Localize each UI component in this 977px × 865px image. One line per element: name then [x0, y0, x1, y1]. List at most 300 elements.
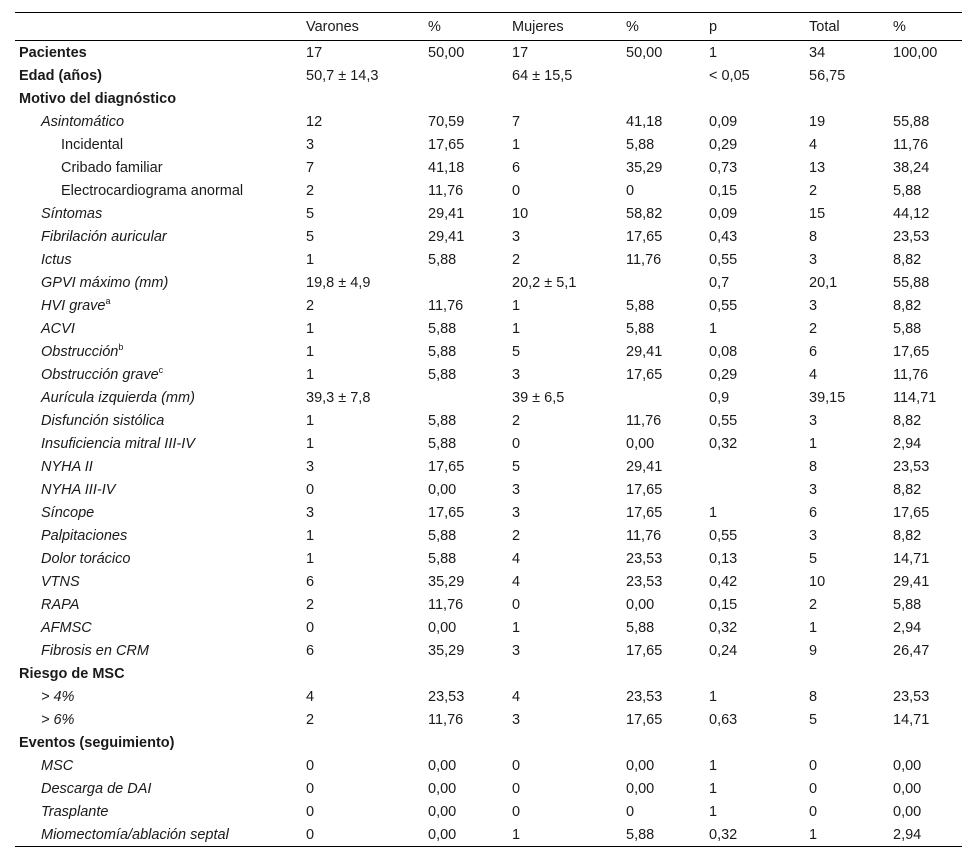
row-label-cell [15, 64, 306, 87]
cell-p-value: 0,7 [709, 274, 730, 291]
cell-varones [306, 731, 428, 754]
cell-mujeres-pct: 29,41 [626, 458, 663, 475]
cell-p-value: 1 [709, 780, 718, 797]
cell-mujeres-pct [626, 87, 709, 110]
cell-mujeres-pct: 17,65 [626, 366, 663, 383]
row-label: Electrocardiograma anormal [61, 182, 244, 199]
cell-total: 19 [809, 113, 826, 130]
cell-varones: 1 [306, 251, 315, 268]
cell-mujeres: 3 [512, 228, 521, 245]
cell-varones: 6 [306, 573, 315, 590]
cell-total-pct [893, 64, 962, 87]
row-label: VTNS [41, 573, 80, 590]
cell-varones: 1 [306, 343, 315, 360]
cell-p-value: 1 [709, 757, 718, 774]
cell-mujeres-pct: 29,41 [626, 343, 663, 360]
cell-mujeres: 2 [512, 527, 521, 544]
cell-varones-pct [428, 64, 512, 87]
row-label-cell [15, 455, 306, 478]
cell-mujeres: 0 [512, 803, 521, 820]
cell-mujeres [512, 662, 626, 685]
footnote-marker: a [105, 295, 111, 306]
cell-varones-pct [428, 87, 512, 110]
cell-mujeres: 20,2 ± 5,1 [512, 274, 577, 291]
table-row [15, 478, 962, 501]
cell-varones: 19,8 ± 4,9 [306, 274, 371, 291]
cell-varones-pct [428, 386, 512, 409]
table-row [15, 524, 962, 547]
cell-total: 56,75 [809, 67, 846, 84]
cell-total-pct: 8,82 [893, 527, 922, 544]
cell-total-pct: 2,94 [893, 619, 922, 636]
cell-varones: 2 [306, 711, 315, 728]
row-label: AFMSC [41, 619, 92, 636]
cell-mujeres-pct: 5,88 [626, 320, 655, 337]
cell-mujeres-pct: 0,00 [626, 780, 655, 797]
cell-total: 3 [809, 481, 818, 498]
cell-varones: 1 [306, 412, 315, 429]
row-label: Palpitaciones [41, 527, 128, 544]
cell-p-value [709, 87, 809, 110]
table-row [15, 685, 962, 708]
cell-varones: 0 [306, 780, 315, 797]
cell-mujeres: 3 [512, 504, 521, 521]
cell-mujeres: 39 ± 6,5 [512, 389, 565, 406]
cell-mujeres-pct: 50,00 [626, 44, 663, 61]
cell-total-pct: 38,24 [893, 159, 930, 176]
row-label: > 4% [41, 688, 75, 705]
cell-total: 8 [809, 228, 818, 245]
cell-p-value: < 0,05 [709, 67, 750, 84]
row-label-cell [15, 409, 306, 432]
cell-varones: 1 [306, 550, 315, 567]
cell-mujeres-pct: 5,88 [626, 619, 655, 636]
cell-varones-pct: 11,76 [428, 711, 464, 728]
table-row [15, 731, 962, 754]
cell-mujeres-pct: 41,18 [626, 113, 663, 130]
cell-mujeres: 1 [512, 619, 521, 636]
cell-p-value [709, 455, 809, 478]
cell-varones: 5 [306, 228, 315, 245]
cell-total: 2 [809, 320, 818, 337]
cell-p-value: 0,15 [709, 596, 738, 613]
footnote-marker: b [118, 341, 124, 352]
clinical-characteristics-table [15, 12, 962, 847]
row-label: Fibrosis en CRM [41, 642, 149, 659]
table-row [15, 340, 962, 363]
cell-p-value [709, 662, 809, 685]
cell-varones: 12 [306, 113, 323, 130]
row-label-cell [15, 340, 306, 363]
cell-p-value: 0,73 [709, 159, 738, 176]
cell-total-pct: 23,53 [893, 458, 930, 475]
table-row [15, 41, 962, 65]
cell-total: 1 [809, 435, 818, 452]
cell-varones: 7 [306, 159, 315, 176]
cell-mujeres-pct: 5,88 [626, 297, 655, 314]
cell-varones-pct: 50,00 [428, 44, 465, 61]
table-row [15, 271, 962, 294]
cell-varones-pct: 5,88 [428, 412, 457, 429]
cell-varones-pct: 11,76 [428, 297, 464, 314]
cell-total: 3 [809, 412, 818, 429]
row-label: Aurícula izquierda (mm) [41, 389, 195, 406]
cell-mujeres-pct [626, 64, 709, 87]
cell-mujeres [512, 87, 626, 110]
cell-mujeres: 4 [512, 688, 521, 705]
cell-total-pct: 114,71 [893, 389, 937, 406]
cell-varones-pct: 0,00 [428, 481, 457, 498]
cell-mujeres-pct [626, 386, 709, 409]
cell-varones-pct: 17,65 [428, 458, 465, 475]
cell-p-value: 0,55 [709, 527, 738, 544]
cell-varones-pct [428, 731, 512, 754]
cell-total: 8 [809, 458, 818, 475]
cell-varones: 1 [306, 366, 315, 383]
cell-mujeres-pct [626, 731, 709, 754]
header-cell-varones-pct: % [428, 18, 441, 35]
cell-total-pct [893, 87, 962, 110]
row-label-cell [15, 478, 306, 501]
cell-total: 2 [809, 596, 818, 613]
table-row [15, 754, 962, 777]
row-label-cell [15, 179, 306, 202]
cell-p-value: 0,43 [709, 228, 738, 245]
row-label-cell [15, 156, 306, 179]
cell-p-value: 1 [709, 688, 718, 705]
row-label: GPVI máximo (mm) [41, 274, 169, 291]
cell-p-value: 0,42 [709, 573, 738, 590]
cell-total-pct: 11,76 [893, 136, 929, 153]
cell-p-value: 0,15 [709, 182, 738, 199]
cell-total: 9 [809, 642, 818, 659]
header-cell-mujeres: Mujeres [512, 18, 564, 35]
cell-varones-pct: 17,65 [428, 136, 465, 153]
cell-total-pct: 55,88 [893, 113, 930, 130]
table-row [15, 800, 962, 823]
cell-varones-pct: 23,53 [428, 688, 465, 705]
row-label: Ictus [41, 251, 72, 268]
table-row [15, 662, 962, 685]
cell-total-pct: 8,82 [893, 251, 922, 268]
cell-total: 0 [809, 757, 818, 774]
cell-total-pct: 8,82 [893, 412, 922, 429]
cell-mujeres: 5 [512, 343, 521, 360]
table-row [15, 409, 962, 432]
cell-varones-pct: 29,41 [428, 205, 465, 222]
cell-total [809, 662, 893, 685]
cell-varones: 3 [306, 458, 315, 475]
cell-total: 0 [809, 803, 818, 820]
row-label: RAPA [41, 596, 80, 613]
cell-varones-pct: 5,88 [428, 320, 457, 337]
cell-varones-pct: 5,88 [428, 527, 457, 544]
cell-total-pct: 29,41 [893, 573, 930, 590]
cell-varones [306, 662, 428, 685]
row-label-cell [15, 133, 306, 156]
cell-total: 13 [809, 159, 826, 176]
cell-mujeres-pct: 17,65 [626, 504, 663, 521]
cell-p-value: 1 [709, 44, 718, 61]
cell-total-pct: 23,53 [893, 688, 930, 705]
cell-total-pct: 5,88 [893, 320, 922, 337]
row-label-cell [15, 547, 306, 570]
header-cell-total-pct: % [893, 18, 906, 35]
cell-varones: 3 [306, 504, 315, 521]
row-label-cell [15, 570, 306, 593]
cell-p-value: 1 [709, 803, 718, 820]
cell-mujeres: 1 [512, 136, 521, 153]
row-label: Miomectomía/ablación septal [41, 826, 229, 843]
table-row [15, 593, 962, 616]
cell-varones: 2 [306, 182, 315, 199]
cell-total: 3 [809, 297, 818, 314]
cell-mujeres-pct [626, 271, 709, 294]
cell-total-pct: 26,47 [893, 642, 930, 659]
cell-mujeres: 6 [512, 159, 521, 176]
cell-mujeres: 5 [512, 458, 521, 475]
cell-total: 4 [809, 136, 818, 153]
row-label: Riesgo de MSC [19, 665, 125, 682]
cell-mujeres [512, 731, 626, 754]
cell-mujeres: 1 [512, 320, 521, 337]
row-label-cell [15, 593, 306, 616]
cell-total: 1 [809, 826, 818, 843]
cell-total: 20,1 [809, 274, 838, 291]
cell-total: 1 [809, 619, 818, 636]
cell-p-value: 0,29 [709, 366, 738, 383]
row-label: Disfunción sistólica [41, 412, 165, 429]
row-label: Descarga de DAI [41, 780, 152, 797]
cell-p-value: 0,63 [709, 711, 738, 728]
cell-mujeres-pct: 17,65 [626, 642, 663, 659]
table-row [15, 294, 962, 317]
row-label: Motivo del diagnóstico [19, 90, 177, 107]
cell-total-pct: 0,00 [893, 803, 922, 820]
row-label-cell [15, 110, 306, 133]
cell-p-value: 0,09 [709, 113, 738, 130]
cell-total-pct: 14,71 [893, 550, 930, 567]
cell-p-value: 0,32 [709, 826, 738, 843]
table-row [15, 455, 962, 478]
cell-varones: 0 [306, 757, 315, 774]
cell-varones [306, 87, 428, 110]
row-label: NYHA II [41, 458, 93, 475]
row-label-cell [15, 501, 306, 524]
table-body [15, 41, 962, 847]
cell-total: 34 [809, 44, 826, 61]
cell-p-value: 0,55 [709, 297, 738, 314]
cell-total-pct: 0,00 [893, 757, 922, 774]
cell-p-value: 0,55 [709, 251, 738, 268]
cell-total: 39,15 [809, 389, 846, 406]
cell-mujeres-pct: 0 [626, 803, 635, 820]
cell-total-pct: 2,94 [893, 826, 922, 843]
header-cell-varones: Varones [306, 18, 359, 35]
cell-total [809, 731, 893, 754]
row-label-cell [15, 225, 306, 248]
cell-p-value: 0,24 [709, 642, 738, 659]
cell-mujeres: 64 ± 15,5 [512, 67, 573, 84]
table-row [15, 133, 962, 156]
cell-varones: 39,3 ± 7,8 [306, 389, 371, 406]
header-cell-total: Total [809, 18, 840, 35]
cell-total-pct: 2,94 [893, 435, 922, 452]
cell-mujeres-pct: 17,65 [626, 711, 663, 728]
cell-total: 15 [809, 205, 826, 222]
table-row [15, 708, 962, 731]
cell-mujeres-pct: 23,53 [626, 688, 663, 705]
cell-mujeres-pct [626, 662, 709, 685]
cell-mujeres: 0 [512, 182, 521, 199]
cell-varones-pct: 0,00 [428, 826, 457, 843]
cell-total-pct [893, 662, 962, 685]
cell-mujeres: 0 [512, 435, 521, 452]
cell-total: 5 [809, 711, 818, 728]
row-label: > 6% [41, 711, 75, 728]
cell-mujeres: 2 [512, 251, 521, 268]
cell-mujeres: 10 [512, 205, 529, 222]
cell-p-value: 1 [709, 504, 718, 521]
cell-p-value: 0,9 [709, 389, 730, 406]
cell-varones-pct: 5,88 [428, 550, 457, 567]
row-label: ACVI [41, 320, 75, 337]
row-label-cell [15, 271, 306, 294]
cell-varones-pct: 0,00 [428, 780, 457, 797]
table-row [15, 570, 962, 593]
table-row [15, 110, 962, 133]
cell-varones: 6 [306, 642, 315, 659]
cell-mujeres: 0 [512, 757, 521, 774]
footnote-marker: c [158, 364, 164, 375]
cell-mujeres-pct: 17,65 [626, 481, 663, 498]
cell-mujeres: 4 [512, 550, 521, 567]
cell-mujeres-pct: 5,88 [626, 826, 655, 843]
row-label-cell [15, 248, 306, 271]
cell-varones-pct: 0,00 [428, 619, 457, 636]
cell-mujeres-pct: 58,82 [626, 205, 663, 222]
cell-varones-pct: 29,41 [428, 228, 465, 245]
row-label-cell [15, 662, 306, 685]
cell-varones-pct: 0,00 [428, 757, 457, 774]
row-label: Eventos (seguimiento) [19, 734, 175, 751]
table-row [15, 179, 962, 202]
cell-varones-pct: 5,88 [428, 366, 457, 383]
row-label-cell [15, 800, 306, 823]
header-cell-label [15, 13, 306, 41]
cell-mujeres: 3 [512, 481, 521, 498]
cell-total-pct: 17,65 [893, 504, 930, 521]
cell-varones-pct: 35,29 [428, 642, 465, 659]
row-label: HVI grave [41, 297, 106, 314]
cell-total: 6 [809, 343, 818, 360]
cell-varones: 1 [306, 527, 315, 544]
cell-total: 4 [809, 366, 818, 383]
row-label: Obstrucción [41, 343, 119, 360]
cell-total-pct: 14,71 [893, 711, 930, 728]
cell-total: 8 [809, 688, 818, 705]
table-row [15, 501, 962, 524]
cell-total-pct [893, 731, 962, 754]
cell-varones: 0 [306, 481, 315, 498]
row-label: NYHA III-IV [41, 481, 116, 498]
cell-p-value: 0,32 [709, 619, 738, 636]
cell-varones: 3 [306, 136, 315, 153]
row-label-cell [15, 363, 306, 386]
cell-total-pct: 0,00 [893, 780, 922, 797]
table-row [15, 777, 962, 800]
cell-total: 0 [809, 780, 818, 797]
table-row [15, 225, 962, 248]
cell-mujeres-pct: 17,65 [626, 228, 663, 245]
table-row [15, 156, 962, 179]
cell-varones-pct: 11,76 [428, 596, 464, 613]
row-label: Trasplante [41, 803, 109, 820]
cell-mujeres-pct: 0,00 [626, 596, 655, 613]
cell-total-pct: 55,88 [893, 274, 930, 291]
cell-mujeres: 3 [512, 711, 521, 728]
cell-varones: 1 [306, 435, 315, 452]
table-row [15, 616, 962, 639]
cell-total-pct: 23,53 [893, 228, 930, 245]
row-label-cell [15, 616, 306, 639]
row-label-cell [15, 823, 306, 847]
cell-varones: 17 [306, 44, 323, 61]
cell-mujeres: 4 [512, 573, 521, 590]
table-row [15, 823, 962, 847]
cell-mujeres: 1 [512, 297, 521, 314]
cell-mujeres: 0 [512, 780, 521, 797]
cell-varones: 5 [306, 205, 315, 222]
cell-total-pct: 8,82 [893, 297, 922, 314]
row-label: MSC [41, 757, 74, 774]
row-label: Edad (años) [19, 67, 102, 84]
cell-varones: 4 [306, 688, 315, 705]
table-row [15, 363, 962, 386]
cell-total-pct: 11,76 [893, 366, 929, 383]
row-label-cell [15, 639, 306, 662]
cell-varones-pct: 35,29 [428, 573, 465, 590]
row-label: Incidental [61, 136, 124, 153]
cell-varones-pct: 5,88 [428, 251, 457, 268]
cell-total: 5 [809, 550, 818, 567]
cell-mujeres: 0 [512, 596, 521, 613]
cell-p-value: 0,13 [709, 550, 738, 567]
row-label-cell [15, 386, 306, 409]
row-label-cell [15, 317, 306, 340]
row-label-cell [15, 731, 306, 754]
cell-varones-pct: 70,59 [428, 113, 465, 130]
cell-mujeres-pct: 11,76 [626, 251, 662, 268]
cell-p-value [709, 478, 809, 501]
cell-varones: 2 [306, 297, 315, 314]
cell-total-pct: 5,88 [893, 182, 922, 199]
cell-varones: 2 [306, 596, 315, 613]
cell-mujeres-pct: 11,76 [626, 412, 662, 429]
row-label: Insuficiencia mitral III-IV [41, 435, 195, 452]
cell-varones-pct: 41,18 [428, 159, 465, 176]
cell-total-pct: 100,00 [893, 44, 938, 61]
cell-total-pct: 17,65 [893, 343, 930, 360]
cell-mujeres-pct: 23,53 [626, 573, 663, 590]
cell-varones: 50,7 ± 14,3 [306, 67, 379, 84]
row-label: Obstrucción grave [41, 366, 159, 383]
header-cell-mujeres-pct: % [626, 18, 639, 35]
cell-varones-pct: 5,88 [428, 435, 457, 452]
cell-mujeres: 7 [512, 113, 521, 130]
cell-varones-pct: 5,88 [428, 343, 457, 360]
cell-mujeres: 17 [512, 44, 529, 61]
